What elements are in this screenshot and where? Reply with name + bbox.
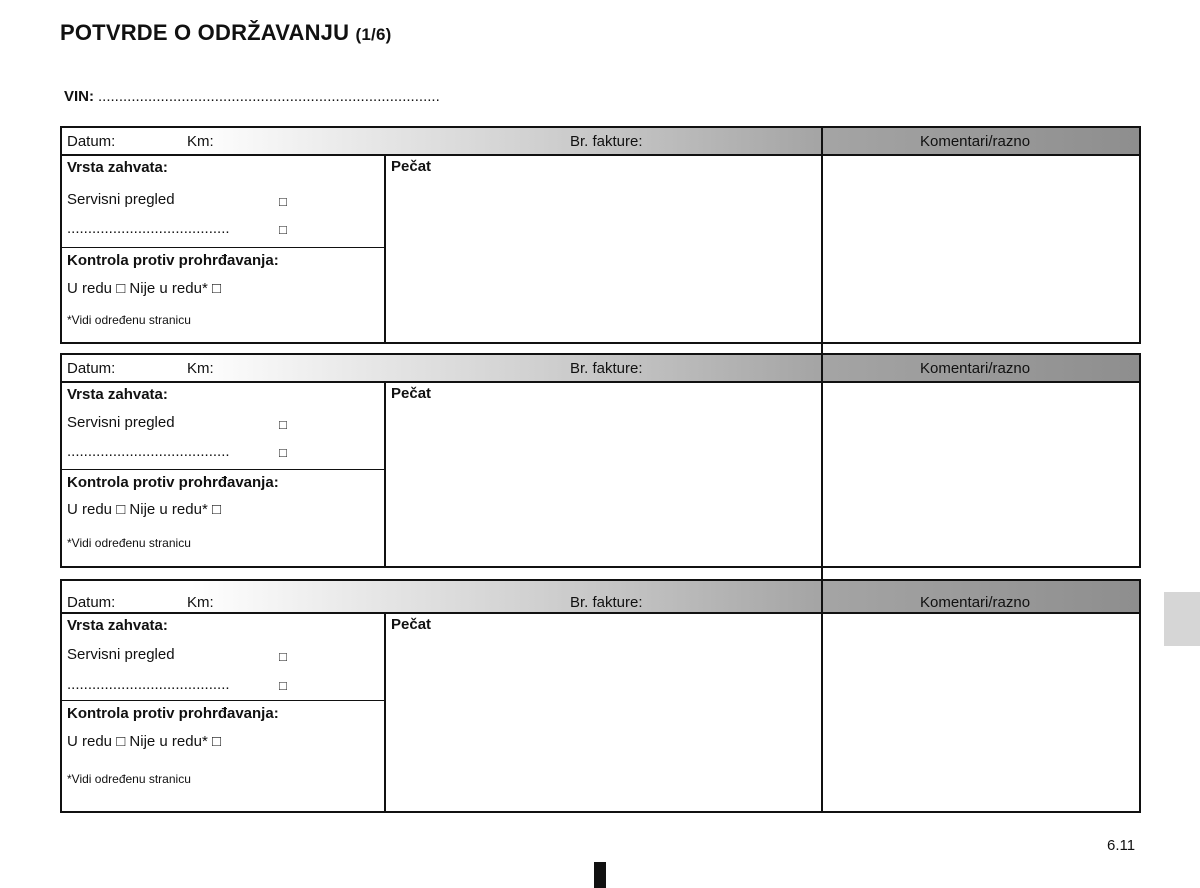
service-review-label: Servisni pregled — [67, 414, 175, 431]
divider — [62, 247, 384, 248]
stamp-column — [386, 156, 823, 342]
page-number: 6.11 — [1107, 837, 1136, 854]
footnote: *Vidi određenu stranicu — [67, 313, 191, 327]
service-review-label: Servisni pregled — [67, 191, 175, 208]
corrosion-check-label: Kontrola protiv prohrđavanja: — [67, 474, 279, 491]
footnote: *Vidi određenu stranicu — [67, 536, 191, 550]
service-type-column — [62, 614, 386, 811]
vin-line — [64, 88, 440, 105]
km-label: Km: — [187, 594, 214, 611]
comments-column — [823, 614, 1139, 811]
comments-label: Komentari/razno — [920, 360, 1031, 377]
stamp-label: Pečat — [391, 385, 432, 402]
datum-label: Datum: — [67, 360, 116, 377]
comments-label: Komentari/razno — [920, 133, 1031, 150]
invoice-label: Br. fakture: — [570, 594, 643, 611]
km-label: Km: — [187, 360, 214, 377]
section-tab-marker — [1164, 592, 1200, 646]
km-label: Km: — [187, 133, 214, 150]
divider — [62, 700, 384, 701]
header-divider — [821, 355, 823, 381]
binding-mark — [594, 862, 606, 888]
stamp-label: Pečat — [391, 616, 432, 633]
comments-column — [823, 383, 1139, 566]
service-review-label: Servisni pregled — [67, 646, 175, 663]
corrosion-status-options[interactable]: U redu □ Nije u redu* □ — [67, 280, 222, 297]
maintenance-entry-2 — [60, 353, 1141, 568]
entry-header — [62, 355, 1139, 383]
service-type-column — [62, 383, 386, 566]
other-service-checkbox[interactable]: □ — [279, 678, 287, 693]
footnote: *Vidi određenu stranicu — [67, 772, 191, 786]
service-review-checkbox[interactable]: □ — [279, 194, 287, 209]
service-type-label: Vrsta zahvata: — [67, 617, 168, 634]
other-service-line: ....................................... — [67, 676, 230, 693]
separator-bar — [821, 568, 823, 579]
invoice-label: Br. fakture: — [570, 133, 643, 150]
corrosion-check-label: Kontrola protiv prohrđavanja: — [67, 705, 279, 722]
header-divider — [821, 581, 823, 612]
stamp-label: Pečat — [391, 158, 432, 175]
maintenance-entry-1 — [60, 126, 1141, 344]
service-type-label: Vrsta zahvata: — [67, 386, 168, 403]
comments-column — [823, 156, 1139, 342]
service-type-label: Vrsta zahvata: — [67, 159, 168, 176]
divider — [62, 469, 384, 470]
service-type-column — [62, 156, 386, 342]
page-title: POTVRDE O ODRŽAVANJU (1/6) — [60, 20, 392, 45]
invoice-label: Br. fakture: — [570, 360, 643, 377]
service-review-checkbox[interactable]: □ — [279, 417, 287, 432]
separator-bar — [821, 344, 823, 353]
datum-label: Datum: — [67, 594, 116, 611]
other-service-checkbox[interactable]: □ — [279, 445, 287, 460]
corrosion-status-options[interactable]: U redu □ Nije u redu* □ — [67, 501, 222, 518]
header-divider — [821, 128, 823, 154]
datum-label: Datum: — [67, 133, 116, 150]
other-service-checkbox[interactable]: □ — [279, 222, 287, 237]
comments-label: Komentari/razno — [920, 594, 1031, 611]
vin-label: VIN: — [64, 88, 94, 105]
stamp-column — [386, 383, 823, 566]
entry-header — [62, 128, 1139, 156]
entry-header — [62, 581, 1139, 614]
corrosion-check-label: Kontrola protiv prohrđavanja: — [67, 252, 279, 269]
other-service-line: ....................................... — [67, 443, 230, 460]
service-review-checkbox[interactable]: □ — [279, 649, 287, 664]
corrosion-status-options[interactable]: U redu □ Nije u redu* □ — [67, 733, 222, 750]
other-service-line: ....................................... — [67, 220, 230, 237]
vin-placeholder: .................................................................................. — [98, 88, 440, 105]
stamp-column — [386, 614, 823, 811]
maintenance-entry-3 — [60, 579, 1141, 813]
